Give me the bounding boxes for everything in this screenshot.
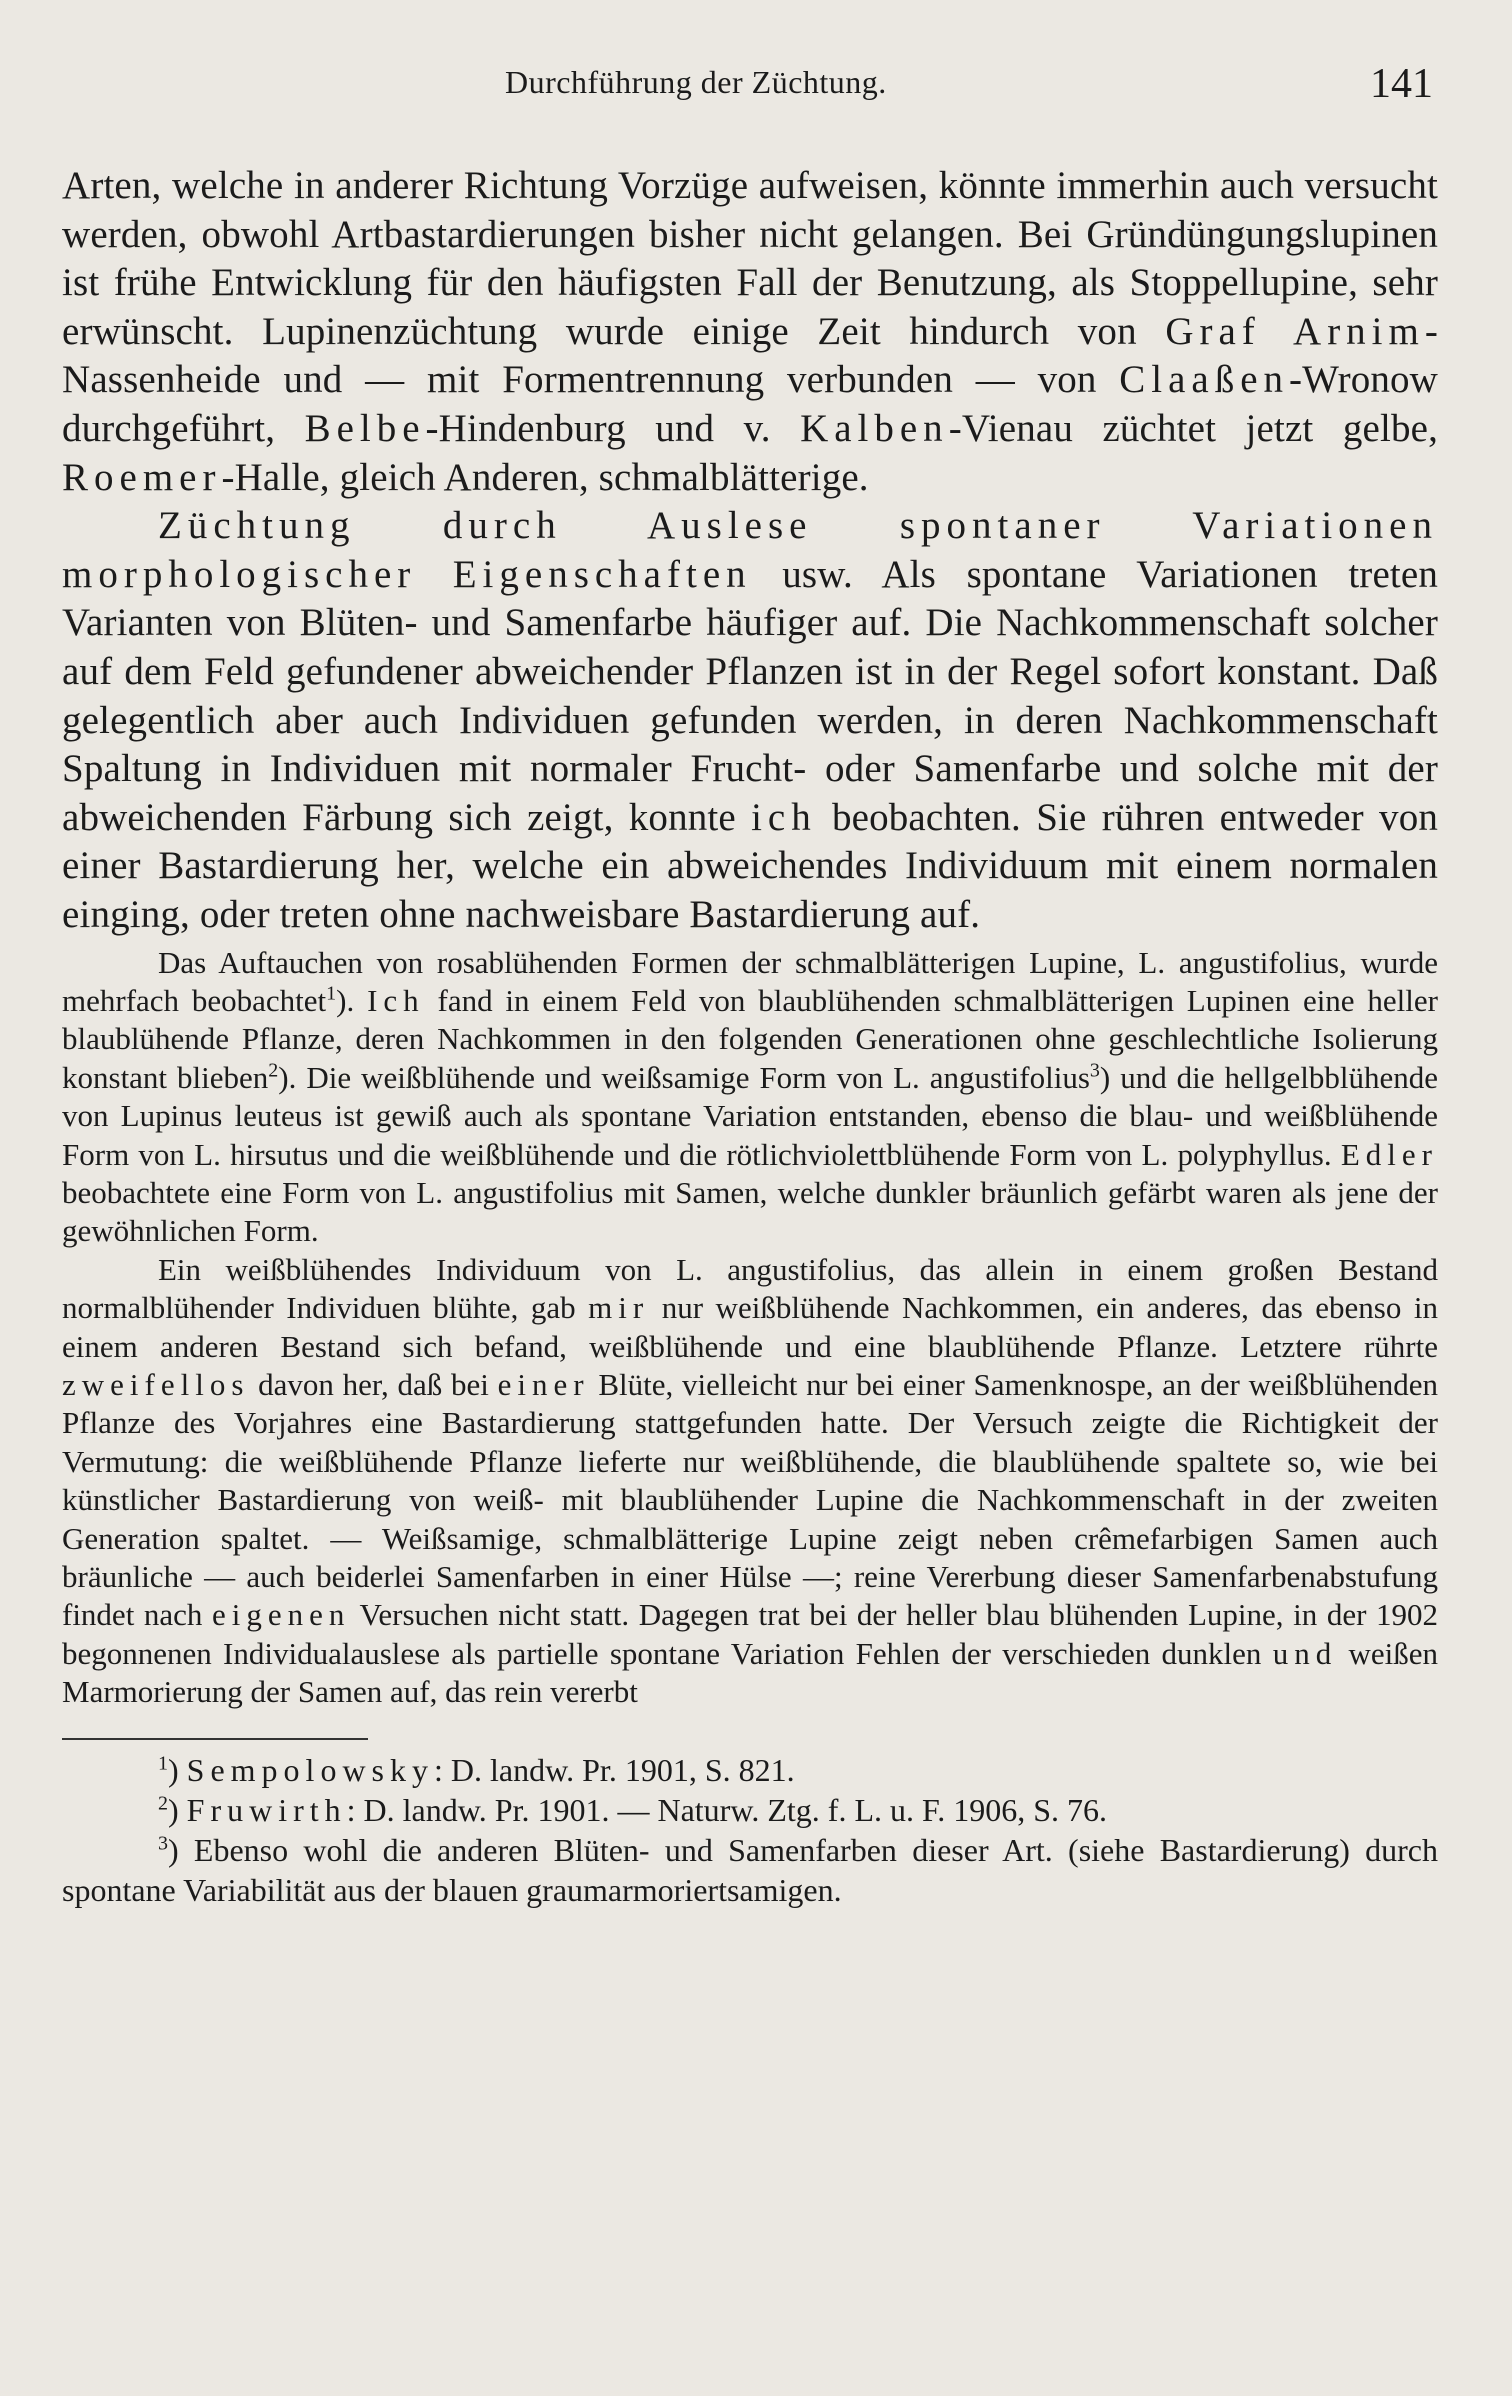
paragraph-lupine-breeding: Arten, welche in anderer Richtung Vorzüge aufweisen, könnte immerhin auch versucht werden, obwohl Artbastardierungen bisher nicht gelangen. Bei Gründüngungslupinen ist frühe Entwicklung für den häufigsten Fall der Benutzung, als Stoppellupine, sehr erwünscht. Lupinenzüchtung wurde einige Zeit hindurch von Graf Arnim-Nassenheide und — mit Formentrennung verbunden — von Claaßen-Wronow durchgeführt, Belbe-Hindenburg und v. Kalben-Vienau züchtet jetzt gelbe, Roemer-Halle, gleich Anderen, schmalblätterige.	[62, 164, 1438, 499]
footnote-author: Sempolowsky	[186, 1751, 434, 1788]
footnote-1: $^1$) Sempolowsky: D. landw. Pr. 1901, S. 821.	[158, 1751, 795, 1788]
footnote-2: $^2$) Fruwirth: D. landw. Pr. 1901. — Naturw. Ztg. f. L. u. F. 1906, S. 76.	[158, 1791, 1108, 1828]
small-paragraph-white-flowering: Ein weißblühendes Individuum von L. angustifolius, das allein in einem großen Bestand normalblühender Individuen blühte, gab mir nur weißblühende Nachkommen, ein anderes, das ebenso in einem anderen Bestand sich befand, weißblühende und eine blaublühende Pflanze. Letztere rührte zweifellos davon her, daß bei einer Blüte, vielleicht nur bei einer Samenknospe, an der weißblühenden Pflanze des Vorjahres eine Bastardierung stattgefunden hatte. Der Versuch zeigte die Richtigkeit der Vermutung: die weißblühende Pflanze lieferte nur weißblühende, die blaublühende spaltete so, wie bei künstlicher Bastardierung von weiß- mit blaublühender Lupine die Nachkommenschaft in der zweiten Generation spaltet. — Weißsamige, schmalblätterige Lupine zeigt neben crêmefarbigen Samen auch bräunliche — auch beiderlei Samenfarben in einer Hülse —; reine Vererbung dieser Samenfarbenabstufung findet nach eigenen Versuchen nicht statt. Dagegen trat bei der heller blau blühenden Lupine, in der 1902 begonnenen Individualauslese als partielle spontane Variation Fehlen der verschieden dunklen und weißen Marmorierung der Samen auf, das rein vererbt	[62, 1251, 1438, 1710]
emphasis: einer	[497, 1366, 590, 1402]
section-heading: Züchtung durch Auslese spontaner Variationen morphologischer Eigenschaften	[62, 504, 1438, 596]
emphasis: zweifellos	[62, 1366, 250, 1402]
footnote-3: $^3$) Ebenso wohl die anderen Blüten- und Samenfarben dieser Art. (siehe Bastardierung) durch spontane Variabilität aus der blauen graumarmoriertsamigen.	[62, 1831, 1438, 1908]
emphasis: Ich	[367, 982, 425, 1018]
page-number: 141	[1370, 61, 1433, 107]
footnote-author: Fruwirth	[186, 1791, 347, 1828]
person-name: Belbe	[304, 406, 426, 450]
footnotes	[62, 1750, 1438, 1910]
person-name: Kalben	[800, 406, 949, 450]
footnote-ref[interactable]: 3	[1089, 1059, 1100, 1082]
footnote-ref[interactable]: 2	[268, 1059, 279, 1082]
footnote-marker: 1	[158, 1751, 168, 1774]
emphasis: mir	[588, 1290, 650, 1326]
footnote-marker: 2	[158, 1791, 168, 1814]
footnote-marker: 3	[158, 1831, 168, 1854]
person-name: Graf Arnim	[1165, 309, 1425, 353]
small-paragraph-rose-flowering: Das Auftauchen von rosablühenden Formen der schmalblätterigen Lupine, L. angustifolius, wurde mehrfach beobachtet$^1$). Ich fand in einem Feld von blaublühenden schmalblätterigen Lupinen eine heller blaublühende Pflanze, deren Nachkommen in den folgenden Generationen ohne geschlechtliche Isolierung konstant blieben$^2$). Die weißblühende und weißsamige Form von L. angustifolius$^3$) und die hellgelbblühende von Lupinus leuteus ist gewiß auch als spontane Variation entstanden, ebenso die blau- und weißblühende Form von L. hirsutus und die weißblühende und die rötlichviolettblühende Form von L. polyphyllus. Edler beobachtete eine Form von L. angustifolius mit Samen, welche dunkler bräunlich gefärbt waren als jene der gewöhnlichen Form.	[62, 944, 1438, 1249]
small-print-text	[62, 944, 1438, 1712]
paragraph-spontaneous-variation: Züchtung durch Auslese spontaner Variationen morphologischer Eigenschaften usw. Als spontane Variationen treten Varianten von Blüten- und Samenfarbe häufiger auf. Die Nachkommenschaft solcher auf dem Feld gefundener abweichender Pflanzen ist in der Regel sofort konstant. Daß gelegentlich aber auch Individuen gefunden werden, in deren Nachkommenschaft Spaltung in Individuen mit normaler Frucht- oder Samenfarbe und solche mit der abweichenden Färbung sich zeigt, konnte ich beobachten. Sie rühren entweder von einer Bastardierung her, welche ein abweichendes Individuum mit einem normalen einging, oder treten ohne nachweisbare Bastardierung auf.	[62, 504, 1438, 936]
running-head	[0, 61, 1512, 124]
person-name: Claaßen	[1119, 358, 1290, 402]
person-name: Roemer	[62, 455, 222, 499]
emphasis: eigenen	[212, 1597, 351, 1633]
emphasis: ich	[751, 795, 817, 839]
running-title: Durchführung der Züchtung.	[505, 64, 887, 100]
footnote-ref[interactable]: 1	[326, 982, 337, 1005]
page-body	[62, 162, 1438, 1910]
main-text	[62, 162, 1438, 940]
person-name: Edler	[1340, 1136, 1438, 1172]
footnote-divider	[62, 1738, 368, 1740]
emphasis: und	[1272, 1635, 1338, 1671]
